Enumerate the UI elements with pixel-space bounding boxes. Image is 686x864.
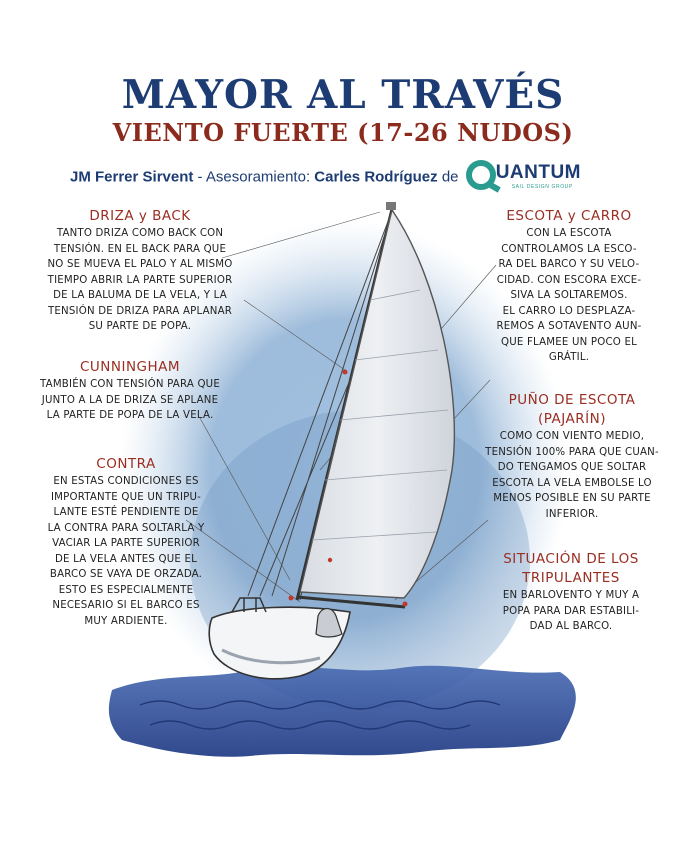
quantum-logo	[466, 160, 582, 194]
note-heading-2: (PAJARÍN)	[538, 411, 606, 427]
note-line: MENOS POSIBLE EN SU PARTE	[493, 493, 651, 504]
credits-connector: de	[437, 168, 463, 186]
note-line: JUNTO A LA DE DRIZA SE APLANE	[41, 394, 219, 406]
note-heading: CUNNINGHAM	[79, 359, 181, 375]
author-name: JM Ferrer Sirvent	[70, 168, 194, 186]
note-line: VACIAR LA PARTE SUPERIOR	[52, 538, 200, 549]
note-line: MUY ARDIENTE.	[84, 615, 168, 627]
logo-tagline: SAIL DESIGN GROUP	[511, 184, 573, 190]
note-line: EN ESTAS CONDICIONES ES	[53, 476, 199, 487]
page-title: MAYOR AL TRAVÉS	[121, 72, 565, 118]
note-line: INFERIOR.	[545, 508, 599, 520]
note-line: QUE FLAMEE UN POCO EL	[501, 336, 637, 348]
note-heading: DRIZA y BACK	[89, 208, 191, 224]
note-text	[40, 226, 240, 335]
note-heading: SITUACIÓN DE LOS	[503, 551, 639, 567]
note-line: GRÁTIL.	[548, 352, 590, 363]
quantum-q-icon	[466, 160, 496, 190]
note-contra	[38, 455, 214, 629]
note-line: NO SE MUEVA EL PALO Y AL MISMO	[47, 259, 233, 270]
note-heading: ESCOTA y CARRO	[506, 208, 632, 224]
note-text	[478, 588, 664, 635]
note-line: CONTROLAMOS LA ESCO-	[501, 243, 637, 255]
note-line: LANTE ESTÉ PENDIENTE DE	[53, 507, 199, 518]
note-line: TENSIÓN 100% PARA QUE CUAN-	[485, 446, 659, 458]
note-line: EN BARLOVENTO Y MUY A	[502, 590, 640, 601]
note-line: SIVA LA SOLTAREMOS.	[510, 290, 628, 301]
note-heading: CONTRA	[96, 456, 156, 472]
note-text	[476, 226, 662, 366]
note-puno-escota	[474, 391, 670, 522]
note-line: TIEMPO ABRIR LA PARTE SUPERIOR	[47, 274, 233, 286]
note-text	[474, 429, 670, 522]
note-line: IMPORTANTE QUE UN TRIPU-	[50, 491, 202, 503]
note-line: RA DEL BARCO Y SU VELO-	[498, 259, 640, 270]
credits-line	[70, 160, 630, 194]
note-text	[38, 474, 214, 629]
note-line: LA CONTRA PARA SOLTARLA Y	[47, 522, 205, 534]
note-driza-back	[40, 207, 240, 335]
note-line: DE LA BALUMA DE LA VELA, Y LA	[53, 290, 227, 301]
note-line: BARCO SE VAYA DE ORZADA.	[49, 569, 203, 580]
note-line: TANTO DRIZA COMO BACK CON	[56, 228, 224, 239]
note-line: NECESARIO SI EL BARCO ES	[52, 600, 200, 611]
note-line: TENSIÓN. EN EL BACK PARA QUE	[53, 243, 227, 255]
note-line: CON LA ESCOTA	[526, 228, 612, 239]
note-heading-2: TRIPULANTES	[522, 570, 620, 586]
note-line: DE LA VELA ANTES QUE EL	[55, 553, 197, 565]
note-line: COMO CON VIENTO MEDIO,	[499, 431, 645, 442]
note-cunningham	[32, 358, 228, 424]
note-line: DO TENGAMOS QUE SOLTAR	[497, 462, 647, 473]
advisor-name: Carles Rodríguez	[314, 168, 438, 186]
note-line: TAMBIÉN CON TENSIÓN PARA QUE	[40, 379, 220, 390]
note-situacion-tripulantes	[478, 550, 664, 635]
note-line: EL CARRO LO DESPLAZA-	[502, 305, 636, 317]
credits-separator: - Asesoramiento:	[193, 168, 315, 186]
note-line: CIDAD. CON ESCORA EXCE-	[496, 274, 642, 286]
note-line: SU PARTE DE POPA.	[88, 321, 192, 332]
note-line: REMOS A SOTAVENTO AUN-	[496, 321, 642, 332]
logo-word: UANTUM	[495, 162, 582, 183]
note-line: ESCOTA LA VELA EMBOLSE LO	[492, 477, 652, 489]
sea	[109, 666, 576, 757]
note-line: POPA PARA DAR ESTABILI-	[502, 605, 640, 617]
note-text	[32, 377, 228, 424]
note-line: ESTO ES ESPECIALMENTE	[58, 584, 194, 596]
note-line: DAD AL BARCO.	[529, 621, 613, 632]
masthead	[386, 202, 396, 210]
note-heading: PUÑO DE ESCOTA	[508, 392, 636, 408]
note-line: LA PARTE DE POPA DE LA VELA.	[46, 410, 214, 421]
note-escota-carro	[476, 207, 662, 366]
note-line: TENSIÓN DE DRIZA PARA APLANAR	[47, 305, 233, 317]
page-subtitle: VIENTO FUERTE (17-26 NUDOS)	[112, 118, 574, 147]
